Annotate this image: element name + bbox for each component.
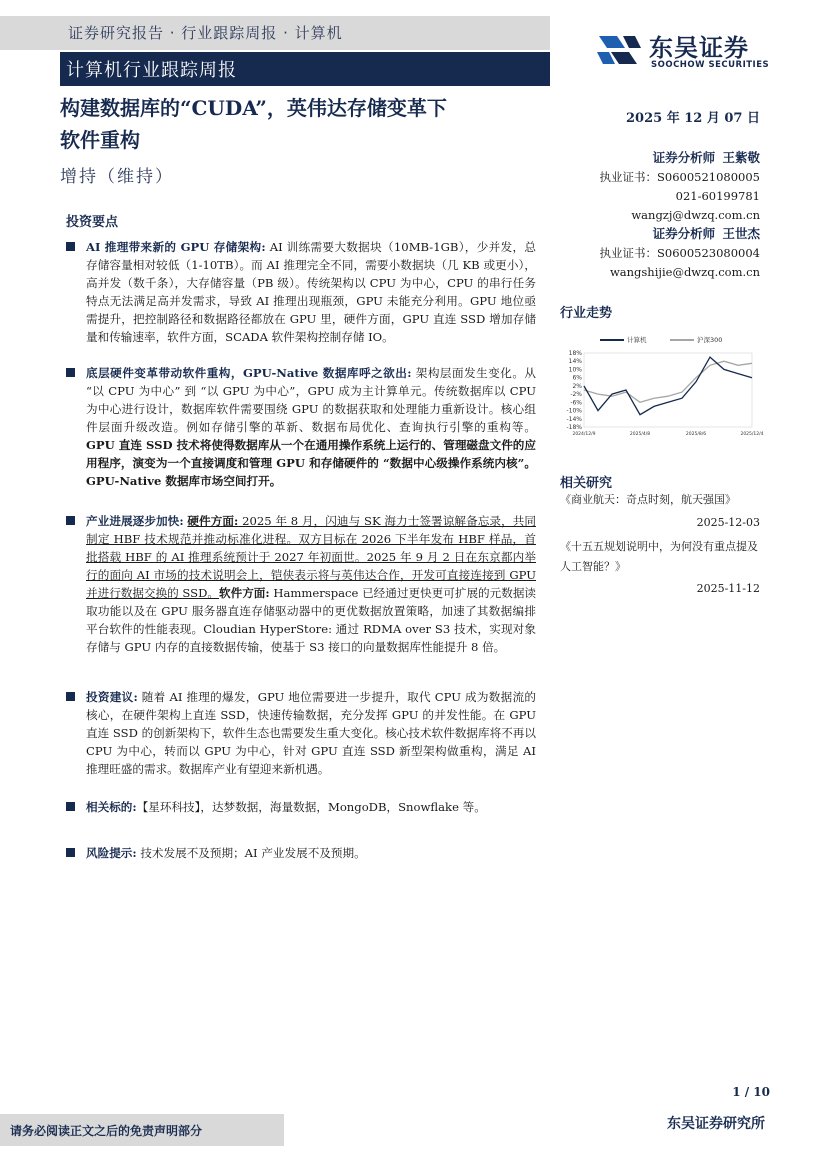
- bullet-body-2: Hammerspace 已经通过更快更可扩展的元数据读取功能以及在 GPU 服务器直连存储驱动器中的更优数据放置策略，加速了其数据编排平台软件的性能表现。Cloudian HyperStore: 通过 RDMA over S3 技术，实现对象存储与 GPU 内存的直接数据传输，使基于 S3 接口的向量数据库性能提升 8 倍。: [86, 586, 537, 654]
- analyst-role: 证券分析师: [652, 150, 716, 165]
- y-tick-label: -2%: [570, 391, 582, 399]
- bullet-body: 随着 AI 推理的爆发，GPU 地位需要进一步提升，取代 CPU 成为数据流的核心，在硬件架构上直连 SSD，快速传输数据，充分发挥 GPU 的并发性能。在 GPU 直连 SSD 的创新架构下，软件生态也需要发生重大变化。核心技术软件数据库将不再以 CPU 为中心，转而以 GPU 为中心，针对 GPU 直连 SSD 新型架构做重构，满足 AI 推理旺盛的需求。数据库产业有望迎来新机遇。: [86, 690, 536, 776]
- footer-org: 东吴证券研究所: [667, 1116, 765, 1132]
- related-heading: 相关研究: [560, 476, 613, 491]
- analyst-1: [600, 148, 761, 225]
- bullet-investment-advice: [66, 688, 536, 778]
- bullet-body: 架构层面发生变化。从 “以 CPU 为中心” 到 “以 GPU 为中心”，GPU 成为主计算单元。传统数据库以 CPU 为中心进行设计，数据库软件需要围绕 GPU 的数据获取和处理能力重新设计。核心组件层面升级改造。例如存储引擎的革新、数据布局优化、查询执行引擎的重构等。: [86, 366, 536, 434]
- y-tick-label: 2%: [572, 382, 582, 390]
- bullet-risk: [66, 844, 536, 862]
- bullet-square-icon: [66, 516, 75, 525]
- series-band: [60, 52, 550, 86]
- cert-number: S0600523080004: [657, 246, 760, 260]
- logo-mark-icon: [595, 30, 641, 70]
- company-logo: [595, 28, 775, 74]
- x-tick-label: 2025/4/8: [629, 432, 651, 437]
- trend-chart: [560, 333, 765, 438]
- trend-heading: 行业走势: [560, 306, 613, 321]
- report-date: 2025 年 12 月 07 日: [626, 111, 760, 126]
- bullet-square-icon: [66, 692, 75, 701]
- analyst-name: 王世杰: [722, 226, 760, 241]
- title-line-2: 软件重构: [60, 128, 140, 152]
- breadcrumb-band: [0, 16, 550, 50]
- bullet-bold-text: GPU 直连 SSD 技术将使得数据库从一个在通用操作系统上运行的、管理磁盘文件的应用程序，演变为一个直接调度和管理 GPU 和存储硬件的 “数据中心级操作系统内核”。GPU-Native 数据库市场空间打开。: [86, 438, 536, 488]
- x-tick-label: 2025/12/4: [740, 432, 764, 437]
- analyst-name: 王紫敬: [722, 150, 760, 165]
- software-subheading: 软件方面:: [219, 586, 270, 600]
- x-tick-label: 2025/8/6: [685, 432, 707, 437]
- series-line: [584, 357, 752, 415]
- related-item-title[interactable]: 《商业航天：奇点时刻，航天强国》: [560, 493, 736, 506]
- disclaimer-band: [0, 1114, 284, 1146]
- rating: 增持（维持）: [60, 167, 174, 187]
- analyst-role: 证券分析师: [652, 226, 716, 241]
- y-tick-label: 18%: [568, 350, 582, 357]
- bullet-hardware-shift: [66, 364, 536, 490]
- bullet-body: 【星环科技】，达梦数据，海量数据，MongoDB，Snowflake 等。: [136, 800, 486, 814]
- cert-number: S0600521080005: [657, 170, 760, 184]
- bullet-heading: 投资建议:: [86, 690, 138, 704]
- bullet-body: 技术发展不及预期；AI 产业发展不及预期。: [136, 846, 366, 860]
- y-tick-label: -10%: [566, 407, 582, 415]
- y-tick-label: -6%: [570, 399, 582, 407]
- y-tick-label: 6%: [572, 374, 582, 382]
- series-line: [584, 361, 752, 402]
- legend-label: 计算机: [627, 336, 647, 344]
- disclaimer-note[interactable]: 请务必阅读正文之后的免责声明部分: [10, 1124, 203, 1138]
- analyst-phone: 021-60199781: [675, 189, 760, 203]
- legend-label: 沪深300: [697, 336, 723, 344]
- bullet-square-icon: [66, 242, 75, 251]
- y-tick-label: 10%: [568, 366, 582, 374]
- bullet-body: AI 训练需要大数据块（10MB-1GB），少并发，总存储容量相对较低（1-10TB）。而 AI 推理完全不同，需要小数据块（几 KB 或更小），高并发（数千条），大存储容量（PB 级）。传统架构以 CPU 为中心，CPU 的串行任务特点无法满足高并发需求，导致 AI 推理出现瓶颈，GPU 未能充分利用。GPU 地位亟需提升，把控制路径和数据路径都放在 GPU 里，硬件方面，GPU 直连 SSD 增加存储量和传输速率，软件方面，SCADA 软件架构控制存储 IO。: [86, 240, 536, 344]
- trend-chart-svg: [560, 333, 765, 438]
- cert-label: 执业证书：: [599, 170, 657, 184]
- y-tick-label: 14%: [568, 358, 582, 366]
- page-number: 1 / 10: [732, 1085, 770, 1099]
- bullet-heading: 底层硬件变革带动软件重构，GPU-Native 数据库呼之欲出:: [86, 366, 412, 380]
- y-tick-label: -18%: [566, 424, 582, 431]
- analyst-email[interactable]: wangshijie@dwzq.com.cn: [609, 265, 760, 279]
- related-item-date: 2025-12-03: [696, 516, 760, 529]
- bullet-heading: AI 推理带来新的 GPU 存储架构:: [86, 240, 266, 254]
- related-item-date: 2025-11-12: [696, 582, 760, 595]
- logo-text-en: SOOCHOW SECURITIES: [651, 60, 770, 70]
- title-line-1: 构建数据库的“CUDA”，英伟达存储变革下: [60, 96, 447, 120]
- bullet-square-icon: [66, 848, 75, 857]
- bullet-body: 2025 年 8 月，闪迪与 SK 海力士签署谅解备忘录，共同制定 HBF 技术规范并推动标准化进程。双方目标在 2026 下半年发布 HBF 样品，首批搭载 HBF 的 AI 推理系统预计于 2027 年初面世。2025 年 9 月 2 日在东京都内举行的面向 AI 市场的技术说明会上，铠侠表示将与英伟达合作，开发可直接连接到 GPU 并进行数据交换的 SSD。: [86, 514, 536, 600]
- series-title: 计算机行业跟踪周报: [66, 60, 237, 81]
- bullet-ai-inference: [66, 238, 536, 346]
- y-tick-label: -14%: [566, 415, 582, 423]
- bullet-square-icon: [66, 802, 75, 811]
- analyst-2: [600, 224, 761, 282]
- bullet-square-icon: [66, 368, 75, 377]
- breadcrumb: 证券研究报告 · 行业跟踪周报 · 计算机: [68, 24, 343, 42]
- report-title: [60, 92, 550, 156]
- analyst-email[interactable]: wangzj@dwzq.com.cn: [631, 208, 760, 222]
- bullet-heading: 风险提示:: [86, 846, 137, 860]
- bullet-heading: 产业进展逐步加快:: [86, 514, 184, 528]
- bullet-industry-progress: [66, 512, 536, 656]
- x-tick-label: 2024/12/9: [572, 432, 596, 437]
- bullet-heading: 相关标的:: [86, 800, 137, 814]
- highlights-heading: 投资要点: [66, 215, 119, 230]
- related-item-title[interactable]: 《十五五规划说明中，为何没有重点提及人工智能？》: [560, 540, 758, 573]
- hardware-subheading: 硬件方面:: [187, 514, 239, 528]
- bullet-related-stocks: [66, 798, 536, 816]
- cert-label: 执业证书：: [599, 246, 657, 260]
- plot-area: [584, 353, 752, 427]
- logo-text-cn: 东吴证券: [649, 34, 749, 62]
